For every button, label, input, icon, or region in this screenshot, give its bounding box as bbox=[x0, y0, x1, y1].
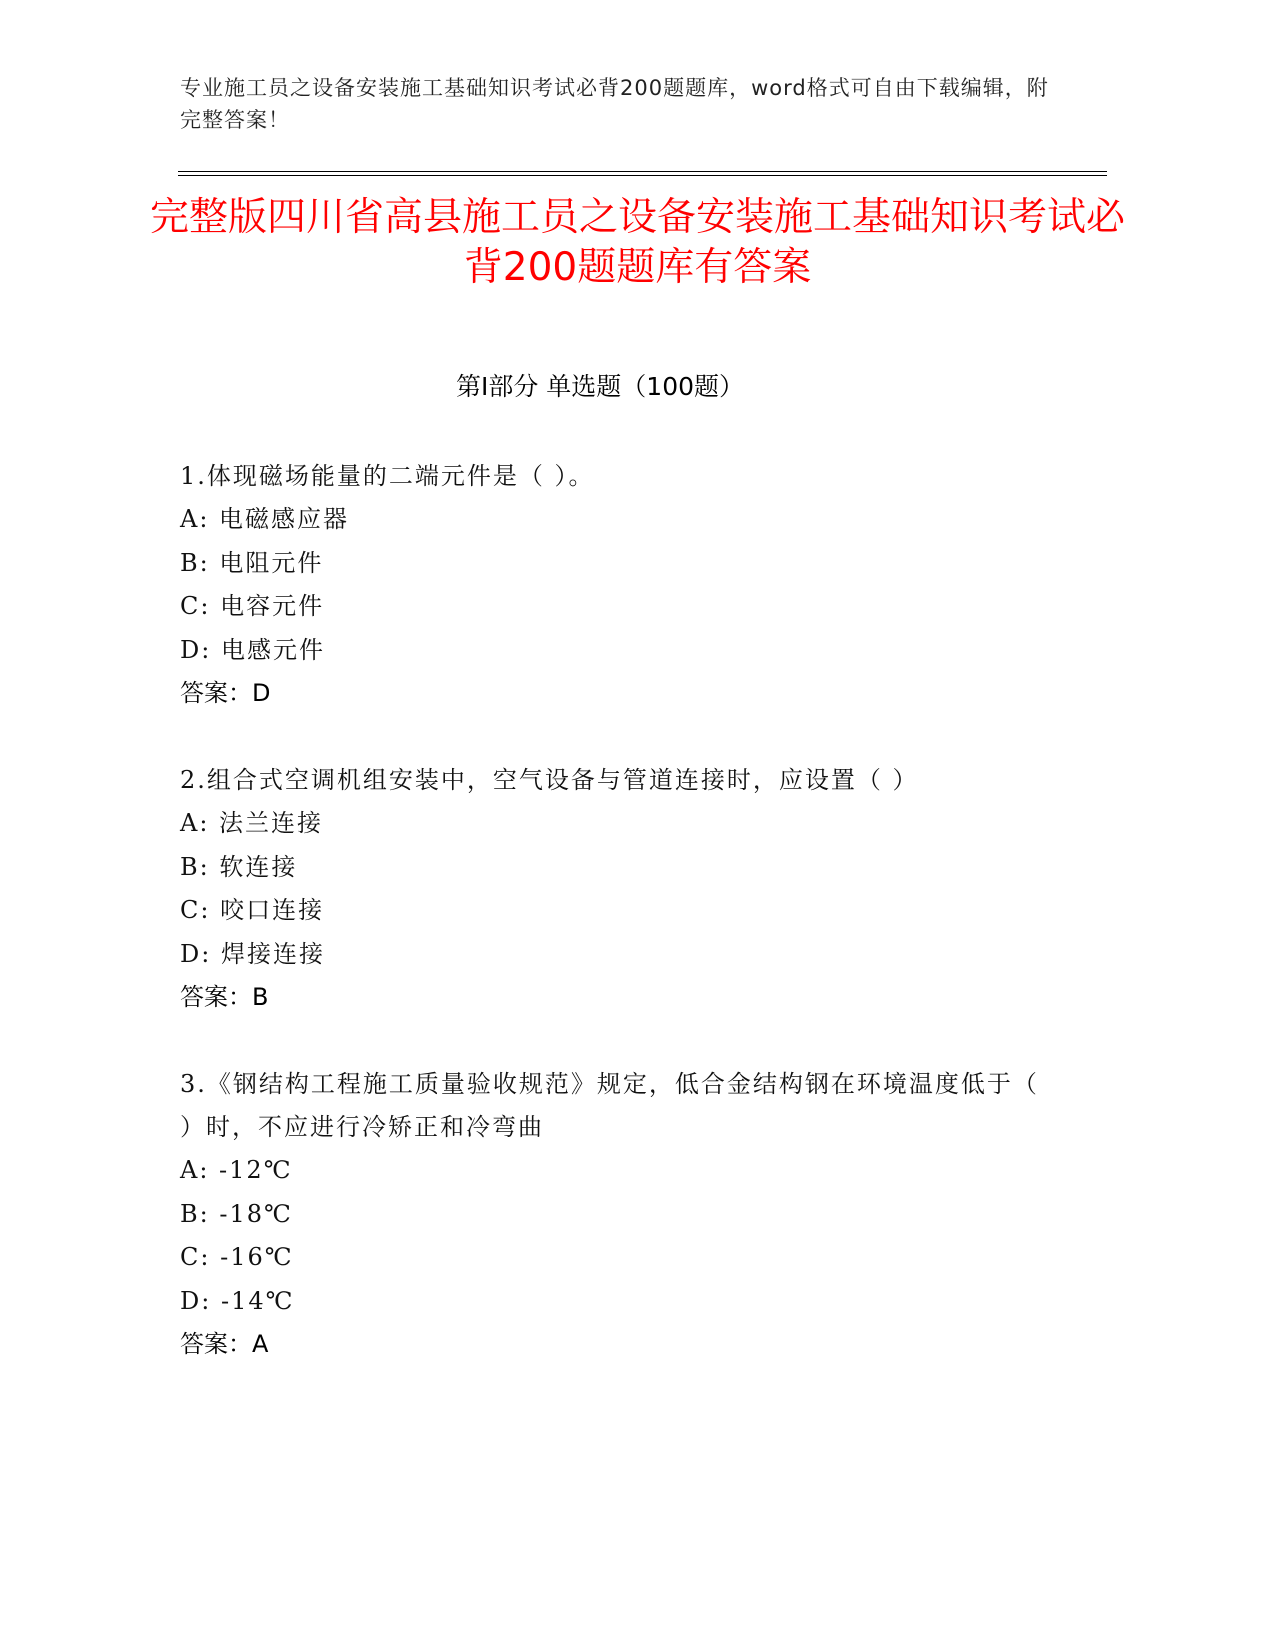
question-2 bbox=[180, 759, 1040, 1019]
option-a: A: 法兰连接 bbox=[180, 809, 324, 837]
question-stem: 3.《钢结构工程施工质量验收规范》规定，低合金结构钢在环境温度低于（ ）时，不应进行冷矫正和冷弯曲 bbox=[180, 1070, 1039, 1141]
answer: 答案：D bbox=[180, 679, 271, 707]
document-title: 完整版四川省高县施工员之设备安装施工基础知识考试必背200题题库有答案 bbox=[150, 195, 1126, 290]
option-c: C: -16℃ bbox=[180, 1243, 294, 1271]
question-list bbox=[180, 455, 1040, 1410]
answer: 答案：B bbox=[180, 983, 269, 1011]
option-b: B: -18℃ bbox=[180, 1199, 293, 1228]
option-d: D: 电感元件 bbox=[180, 635, 325, 664]
question-stem: 2.组合式空调机组安装中，空气设备与管道连接时，应设置（ ） bbox=[180, 766, 919, 794]
answer: 答案：A bbox=[180, 1330, 269, 1358]
header-divider-bottom bbox=[178, 175, 1107, 176]
question-3 bbox=[180, 1063, 1040, 1366]
header-divider-top bbox=[178, 171, 1107, 172]
option-b: B: 软连接 bbox=[180, 852, 298, 881]
section-heading: 第Ⅰ部分 单选题（100题） bbox=[455, 372, 745, 401]
question-stem: 1.体现磁场能量的二端元件是（ ）。 bbox=[180, 462, 595, 490]
option-b: B: 电阻元件 bbox=[180, 548, 324, 577]
option-a: A: 电磁感应器 bbox=[180, 505, 350, 533]
option-c: C: 电容元件 bbox=[180, 592, 325, 620]
option-c: C: 咬口连接 bbox=[180, 896, 325, 924]
option-d: D: -14℃ bbox=[180, 1286, 295, 1315]
option-d: D: 焊接连接 bbox=[180, 939, 325, 968]
option-a: A: -12℃ bbox=[180, 1156, 293, 1184]
question-1 bbox=[180, 455, 1040, 715]
header-note: 专业施工员之设备安装施工基础知识考试必背200题题库，word格式可自由下载编辑，附完整答案！ bbox=[180, 76, 1049, 132]
